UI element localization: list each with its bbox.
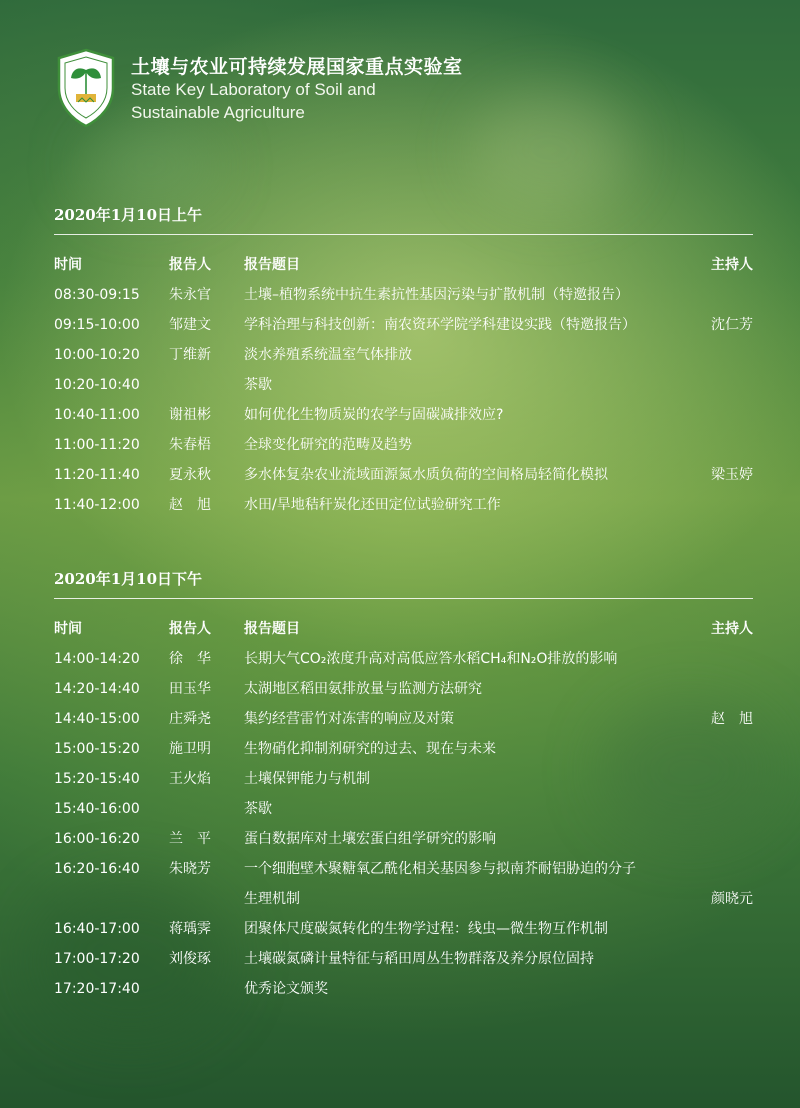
topic-cell: 土壤碳氮磷计量特征与稻田周丛生物群落及养分原位固持	[244, 951, 594, 967]
session-divider	[54, 234, 753, 235]
speaker-cell: 赵 旭	[169, 497, 211, 513]
time-cell: 17:20-17:40	[54, 981, 140, 997]
speaker-cell: 兰 平	[169, 831, 211, 847]
column-header-speaker: 报告人	[169, 621, 211, 637]
host-cell: 沈仁芳	[711, 317, 753, 333]
session-title: 2020年1月10日上午	[54, 206, 203, 224]
topic-cell: 土壤–植物系统中抗生素抗性基因污染与扩散机制（特邀报告）	[244, 287, 629, 303]
lab-title-cn: 土壤与农业可持续发展国家重点实验室	[131, 56, 463, 78]
lab-title-en-line1: State Key Laboratory of Soil and	[131, 80, 376, 99]
table-row	[54, 310, 753, 340]
column-header-topic: 报告题目	[244, 621, 300, 637]
time-cell: 15:20-15:40	[54, 771, 140, 787]
session-afternoon	[54, 567, 753, 1004]
topic-line-1: 一个细胞壁木聚糖氧乙酰化相关基因参与拟南芥耐铝胁迫的分子	[244, 861, 636, 877]
topic-cell: 生物硝化抑制剂研究的过去、现在与未来	[244, 741, 496, 757]
table-row	[54, 944, 753, 974]
table-row	[54, 854, 753, 914]
time-cell: 16:20-16:40	[54, 861, 140, 877]
topic-cell: 优秀论文颁奖	[244, 981, 328, 997]
topic-cell: 长期大气CO₂浓度升高对高低应答水稻CH₄和N₂O排放的影响	[244, 651, 618, 667]
table-row	[54, 400, 753, 430]
topic-line-2: 生理机制	[244, 891, 300, 907]
speaker-cell: 朱晓芳	[169, 861, 211, 877]
topic-cell: 蛋白数据库对土壤宏蛋白组学研究的影响	[244, 831, 496, 847]
topic-cell: 淡水养殖系统温室气体排放	[244, 347, 412, 363]
table-row	[54, 280, 753, 310]
speaker-cell: 朱春梧	[169, 437, 211, 453]
host-cell: 赵 旭	[711, 711, 753, 727]
topic-cell: 茶歇	[244, 377, 272, 393]
session-title: 2020年1月10日下午	[54, 570, 203, 588]
column-header-host: 主持人	[711, 621, 753, 637]
column-header-speaker: 报告人	[169, 257, 211, 273]
speaker-cell: 夏永秋	[169, 467, 211, 483]
table-row	[54, 974, 753, 1004]
speaker-cell: 朱永官	[169, 287, 211, 303]
host-cell: 梁玉婷	[711, 467, 753, 483]
table-row	[54, 490, 753, 520]
speaker-cell: 施卫明	[169, 741, 211, 757]
speaker-cell: 王火焰	[169, 771, 211, 787]
table-header-row	[54, 250, 753, 280]
table-row	[54, 734, 753, 764]
speaker-cell: 徐 华	[169, 651, 211, 667]
speaker-cell: 刘俊琢	[169, 951, 211, 967]
table-row	[54, 674, 753, 704]
lab-title-en	[131, 78, 531, 124]
time-cell: 15:40-16:00	[54, 801, 140, 817]
table-row	[54, 764, 753, 794]
page-header	[56, 48, 756, 128]
time-cell: 14:20-14:40	[54, 681, 140, 697]
table-row	[54, 340, 753, 370]
time-cell: 08:30-09:15	[54, 287, 140, 303]
speaker-cell: 谢祖彬	[169, 407, 211, 423]
table-header-row	[54, 614, 753, 644]
schedule-table	[54, 250, 753, 520]
column-header-time: 时间	[54, 257, 82, 273]
table-row	[54, 824, 753, 854]
session-divider	[54, 598, 753, 599]
column-header-host: 主持人	[711, 257, 753, 273]
column-header-topic: 报告题目	[244, 257, 300, 273]
topic-cell: 土壤保钾能力与机制	[244, 771, 370, 787]
time-cell: 10:00-10:20	[54, 347, 140, 363]
table-row	[54, 644, 753, 674]
table-row	[54, 794, 753, 824]
topic-cell: 如何优化生物质炭的农学与固碳减排效应?	[244, 407, 504, 423]
time-cell: 14:00-14:20	[54, 651, 140, 667]
table-row	[54, 914, 753, 944]
speaker-cell: 田玉华	[169, 681, 211, 697]
topic-cell: 茶歇	[244, 801, 272, 817]
topic-cell: 学科治理与科技创新：南农资环学院学科建设实践（特邀报告）	[244, 317, 636, 333]
host-cell: 颜晓元	[711, 891, 753, 907]
table-row	[54, 430, 753, 460]
time-cell: 15:00-15:20	[54, 741, 140, 757]
lab-shield-logo-icon	[56, 48, 116, 128]
column-header-time: 时间	[54, 621, 82, 637]
time-cell: 14:40-15:00	[54, 711, 140, 727]
topic-cell: 集约经营雷竹对冻害的响应及对策	[244, 711, 454, 727]
topic-cell: 太湖地区稻田氨排放量与监测方法研究	[244, 681, 482, 697]
speaker-cell: 邹建文	[169, 317, 211, 333]
time-cell: 10:20-10:40	[54, 377, 140, 393]
time-cell: 11:00-11:20	[54, 437, 140, 453]
time-cell: 09:15-10:00	[54, 317, 140, 333]
time-cell: 16:00-16:20	[54, 831, 140, 847]
topic-cell: 全球变化研究的范畴及趋势	[244, 437, 412, 453]
table-row	[54, 370, 753, 400]
table-row	[54, 704, 753, 734]
speaker-cell: 丁维新	[169, 347, 211, 363]
lab-title-en-line2: Sustainable Agriculture	[131, 103, 305, 122]
time-cell: 11:40-12:00	[54, 497, 140, 513]
session-morning	[54, 203, 753, 520]
table-row	[54, 460, 753, 490]
time-cell: 17:00-17:20	[54, 951, 140, 967]
topic-cell: 团聚体尺度碳氮转化的生物学过程：线虫—微生物互作机制	[244, 921, 608, 937]
time-cell: 16:40-17:00	[54, 921, 140, 937]
time-cell: 11:20-11:40	[54, 467, 140, 483]
topic-cell	[244, 854, 714, 914]
speaker-cell: 庄舜尧	[169, 711, 211, 727]
time-cell: 10:40-11:00	[54, 407, 140, 423]
schedule-table	[54, 614, 753, 1004]
topic-cell: 多水体复杂农业流域面源氮水质负荷的空间格局轻简化模拟	[244, 467, 608, 483]
topic-cell: 水田/旱地秸秆炭化还田定位试验研究工作	[244, 497, 501, 513]
speaker-cell: 蒋瑀霁	[169, 921, 211, 937]
